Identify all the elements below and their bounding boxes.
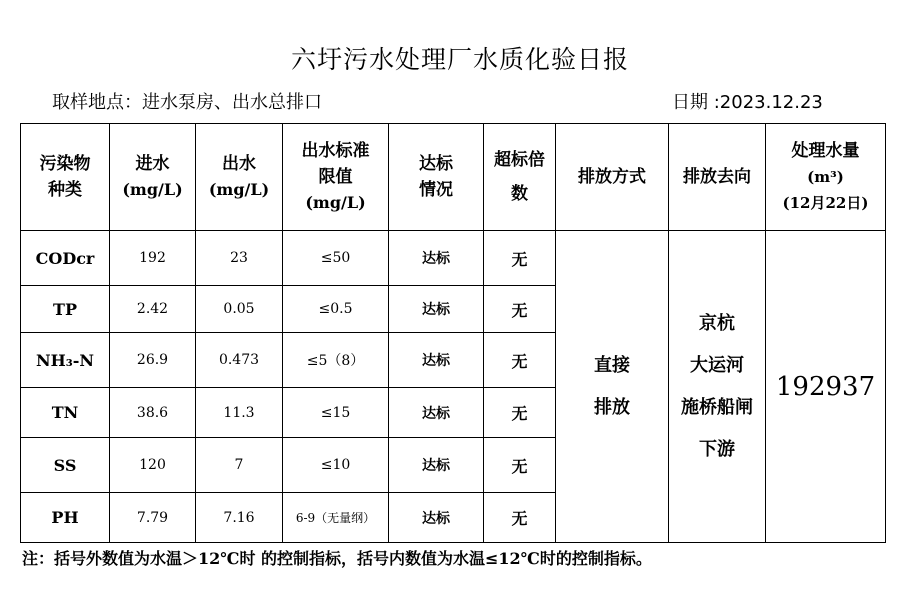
row-param: CODcr bbox=[21, 231, 110, 286]
row-param: TP bbox=[21, 286, 110, 333]
row-limit: 6-9（无量纲） bbox=[283, 493, 389, 543]
row-effluent: 23 bbox=[196, 231, 283, 286]
row-param: NH₃-N bbox=[21, 333, 110, 388]
row-status: 达标 bbox=[389, 388, 484, 438]
row-param: PH bbox=[21, 493, 110, 543]
row-influent: 2.42 bbox=[110, 286, 196, 333]
header-exceed: 超标倍 数 bbox=[484, 124, 556, 231]
table-header-row bbox=[21, 124, 886, 231]
report-date: 日期 :2023.12.23 bbox=[672, 92, 823, 113]
row-status: 达标 bbox=[389, 493, 484, 543]
row-status: 达标 bbox=[389, 286, 484, 333]
header-limit: 出水标准 限值 (mg/L) bbox=[283, 124, 389, 231]
row-limit: ≤5（8） bbox=[283, 333, 389, 388]
row-influent: 120 bbox=[110, 438, 196, 493]
row-limit: ≤15 bbox=[283, 388, 389, 438]
header-volume: 处理水量 (m³) (12月22日) bbox=[766, 124, 886, 231]
row-exceed: 无 bbox=[484, 493, 556, 543]
header-influent: 进水 (mg/L) bbox=[110, 124, 196, 231]
row-exceed: 无 bbox=[484, 388, 556, 438]
row-exceed: 无 bbox=[484, 333, 556, 388]
report-title: 六圩污水处理厂水质化验日报 bbox=[290, 45, 629, 74]
row-effluent: 0.05 bbox=[196, 286, 283, 333]
header-pollutant: 污染物 种类 bbox=[21, 124, 110, 231]
row-limit: ≤10 bbox=[283, 438, 389, 493]
row-param: TN bbox=[21, 388, 110, 438]
row-exceed: 无 bbox=[484, 438, 556, 493]
row-status: 达标 bbox=[389, 438, 484, 493]
header-effluent: 出水 (mg/L) bbox=[196, 124, 283, 231]
row-effluent: 7 bbox=[196, 438, 283, 493]
row-exceed: 无 bbox=[484, 231, 556, 286]
footnote: 注：括号外数值为水温＞12℃时 的控制指标，括号内数值为水温≤12℃时的控制指标。 bbox=[22, 549, 652, 568]
row-influent: 26.9 bbox=[110, 333, 196, 388]
row-status: 达标 bbox=[389, 231, 484, 286]
header-discharge-method: 排放方式 bbox=[556, 124, 669, 231]
row-influent: 192 bbox=[110, 231, 196, 286]
discharge-method: 直接 排放 bbox=[556, 231, 669, 543]
row-effluent: 0.473 bbox=[196, 333, 283, 388]
row-effluent: 7.16 bbox=[196, 493, 283, 543]
row-status: 达标 bbox=[389, 333, 484, 388]
treated-volume: 192937 bbox=[766, 231, 886, 543]
water-quality-table bbox=[20, 123, 886, 543]
row-effluent: 11.3 bbox=[196, 388, 283, 438]
row-param: SS bbox=[21, 438, 110, 493]
header-discharge-dest: 排放去向 bbox=[669, 124, 766, 231]
discharge-destination: 京杭 大运河 施桥船闸 下游 bbox=[669, 231, 766, 543]
header-compliance: 达标 情况 bbox=[389, 124, 484, 231]
row-influent: 38.6 bbox=[110, 388, 196, 438]
row-influent: 7.79 bbox=[110, 493, 196, 543]
row-limit: ≤50 bbox=[283, 231, 389, 286]
row-exceed: 无 bbox=[484, 286, 556, 333]
row-limit: ≤0.5 bbox=[283, 286, 389, 333]
table-row bbox=[21, 231, 886, 286]
sampling-location: 取样地点：进水泵房、出水总排口 bbox=[52, 92, 322, 113]
